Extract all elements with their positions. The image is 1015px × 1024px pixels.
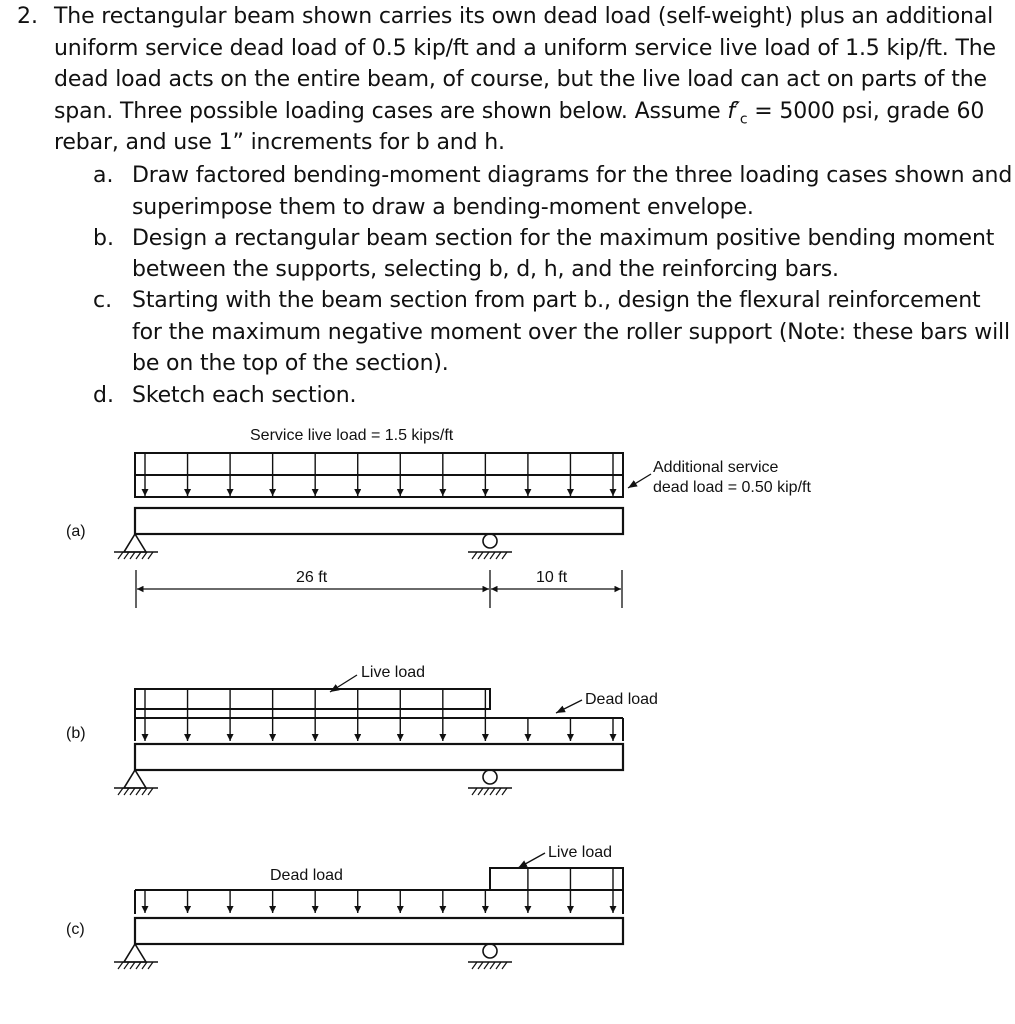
live-load-block	[135, 689, 490, 709]
problem-line: rebar, and use 1” increments for b and h.	[54, 130, 505, 155]
problem-line-text: span. Three possible loading cases are shown below. Assume	[54, 99, 721, 124]
fc-value: = 5000 psi, grade 60	[747, 99, 985, 124]
problem-line: uniform service dead load of 0.5 kip/ft and a uniform service live load of 1.5 kip/ft. The	[54, 36, 996, 61]
part-d-letter: d.	[93, 383, 114, 408]
case-b-label: (b)	[66, 725, 86, 742]
case-c-dead-load-label: Dead load	[270, 867, 343, 884]
case-b-live-load-label: Live load	[361, 664, 426, 681]
beam	[135, 918, 623, 944]
live-load-block	[135, 453, 623, 475]
span-1-label: 26 ft	[296, 569, 328, 586]
part-a-line: Draw factored bending-moment diagrams for the three loading cases shown and	[132, 163, 1013, 188]
dead-load-block	[135, 475, 623, 497]
part-a-letter: a.	[93, 163, 114, 188]
fc-subscript: c	[739, 111, 748, 128]
part-b-letter: b.	[93, 226, 114, 251]
case-c-label: (c)	[66, 921, 85, 938]
case-c	[66, 844, 623, 969]
part-c-line: Starting with the beam section from part b., design the flexural reinforcement	[132, 288, 981, 313]
load-arrows	[145, 689, 613, 741]
case-a-live-load-label: Service live load = 1.5 kips/ft	[250, 427, 454, 444]
part-c-line: for the maximum negative moment over the roller support (Note: these bars will	[132, 320, 1010, 345]
problem-line: dead load acts on the entire beam, of course, but the live load can act on parts of the	[54, 67, 987, 92]
roller-support	[468, 944, 512, 969]
span-2-label: 10 ft	[536, 569, 568, 586]
dead-load-leader	[628, 474, 651, 488]
case-b-dead-load-label: Dead load	[585, 691, 658, 708]
beam	[135, 744, 623, 770]
case-b	[66, 664, 658, 795]
problem-number: 2.	[17, 4, 38, 29]
part-b-line: Design a rectangular beam section for the maximum positive bending moment	[132, 226, 995, 251]
dead-load-leader	[556, 700, 582, 713]
pin-support	[114, 770, 158, 795]
part-c-line: be on the top of the section).	[132, 351, 449, 376]
case-c-live-load-label: Live load	[548, 844, 613, 861]
roller-support	[468, 770, 512, 795]
roller-support	[468, 534, 512, 559]
live-load-block	[490, 868, 623, 890]
case-a-dead-load-label-1: Additional service	[653, 459, 779, 476]
beam	[135, 508, 623, 534]
part-d-line: Sketch each section.	[132, 383, 357, 408]
case-a-dead-load-label-2: dead load = 0.50 kip/ft	[653, 479, 811, 496]
part-a-line: superimpose them to draw a bending-moment envelope.	[132, 195, 754, 220]
live-load-leader	[518, 853, 545, 868]
problem-line: The rectangular beam shown carries its own dead load (self-weight) plus an additional	[54, 4, 994, 29]
case-a	[66, 427, 811, 608]
part-b-line: between the supports, selecting b, d, h, and the reinforcing bars.	[132, 257, 839, 282]
pin-support	[114, 944, 158, 969]
part-c-letter: c.	[93, 288, 113, 313]
case-a-label: (a)	[66, 523, 86, 540]
pin-support	[114, 534, 158, 559]
fc-symbol: f′	[727, 99, 740, 124]
